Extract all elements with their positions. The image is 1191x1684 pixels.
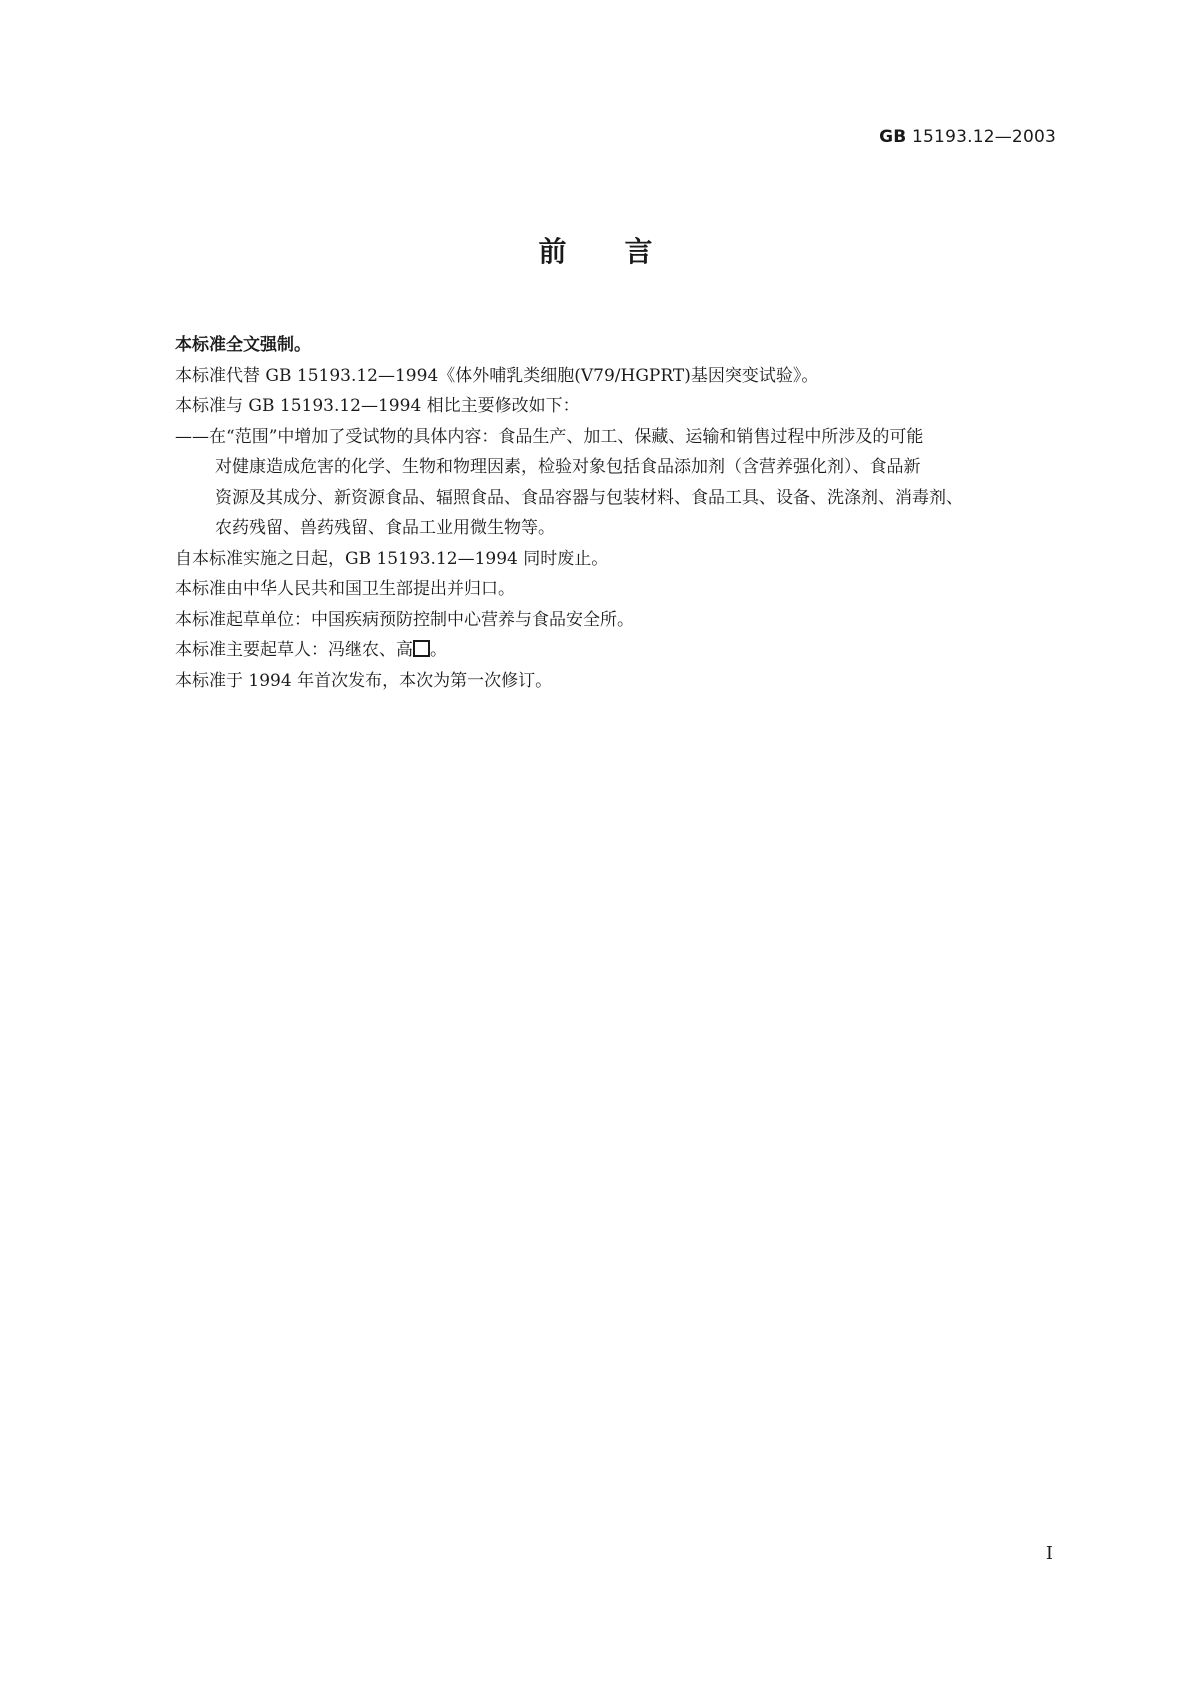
paragraph-mandatory: 本标准全文强制。 [175, 335, 311, 355]
page-number: I [1045, 1543, 1053, 1564]
paragraph-changes-item-line-2: 对健康造成危害的化学、生物和物理因素，检验对象包括食品添加剂（含营养强化剂）、食品新 [215, 457, 921, 477]
paragraph-drafting-unit: 本标准起草单位：中国疾病预防控制中心营养与食品安全所。 [175, 609, 634, 630]
drafters-end-punct: 。 [430, 640, 447, 660]
paragraph-changes-item-line-4: 农药残留、兽药残留、食品工业用微生物等。 [215, 518, 555, 538]
standard-code-number: 15193.12—2003 [912, 127, 1056, 147]
standard-code [879, 127, 1056, 147]
paragraph-changes-item-line-1: ——在“范围”中增加了受试物的具体内容：食品生产、加工、保藏、运输和销售过程中所涉及的可能 [175, 426, 924, 447]
page-title: 前言 [538, 235, 711, 268]
paragraph-abolish: 自本标准实施之日起，GB 15193.12—1994 同时废止。 [175, 548, 609, 569]
paragraph-changes-item-line-3: 资源及其成分、新资源食品、辐照食品、食品容器与包装材料、食品工具、设备、洗涤剂、消毒剂、 [215, 487, 963, 508]
paragraph-proposer: 本标准由中华人民共和国卫生部提出并归口。 [175, 579, 515, 599]
paragraph-changes-intro: 本标准与 GB 15193.12—1994 相比主要修改如下： [175, 396, 580, 416]
paragraph-drafters [175, 635, 1055, 666]
drafters-text: 本标准主要起草人：冯继农、高 [175, 640, 413, 660]
foreword-body [175, 330, 1055, 696]
paragraph-history: 本标准于 1994 年首次发布，本次为第一次修订。 [175, 670, 553, 691]
paragraph-replaces: 本标准代替 GB 15193.12—1994《体外哺乳类细胞(V79/HGPRT)基因突变试验》。 [175, 365, 819, 386]
standard-code-prefix: GB [879, 127, 907, 147]
missing-character-box-icon [413, 640, 430, 657]
